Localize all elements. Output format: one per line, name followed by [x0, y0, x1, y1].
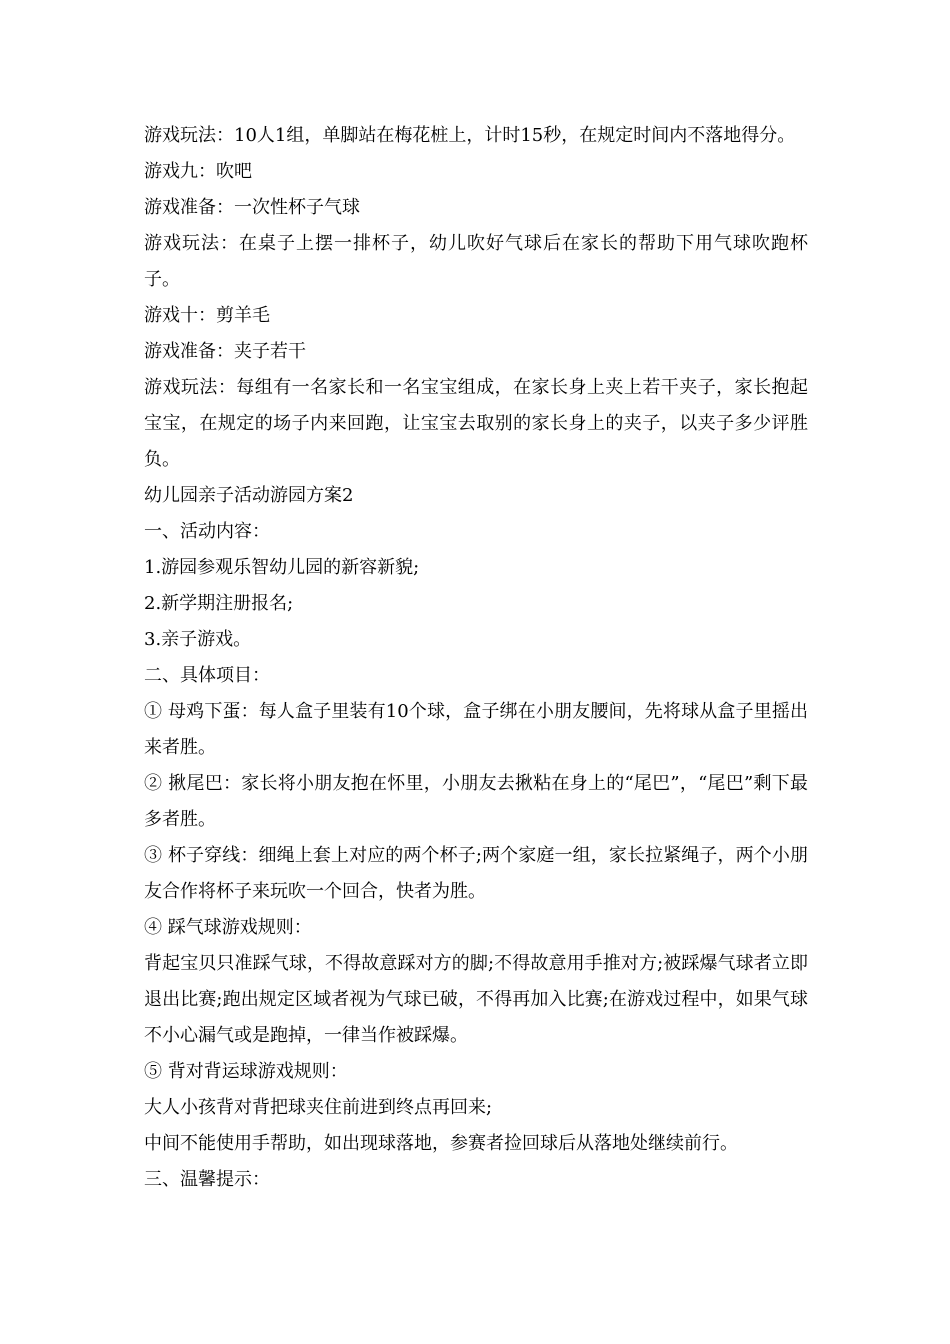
item-hen-lays-eggs: ① 母鸡下蛋：每人盒子里装有10个球，盒子绑在小朋友腰间，先将球从盒子里摇出来者胜。	[144, 701, 808, 758]
item-grab-tail: ② 揪尾巴：家长将小朋友抱在怀里，小朋友去揪粘在身上的“尾巴”，“尾巴”剩下最多者胜。	[144, 773, 808, 830]
paragraph-game10-prep: 游戏准备：夹子若干	[144, 341, 306, 362]
item-back-to-back-heading: ⑤ 背对背运球游戏规则：	[144, 1061, 348, 1082]
list-item-games: 3.亲子游戏。	[144, 629, 252, 650]
section-title-plan2: 幼儿园亲子活动游园方案2	[144, 485, 354, 506]
paragraph-game9-rules: 游戏玩法：在桌子上摆一排杯子，幼儿吹好气球后在家长的帮助下用气球吹跑杯子。	[144, 233, 808, 290]
paragraph-game10-rules: 游戏玩法：每组有一名家长和一名宝宝组成，在家长身上夹上若干夹子，家长抱起宝宝，在规定的场子内来回跑，让宝宝去取别的家长身上的夹子，以夹子多少评胜负。	[144, 377, 808, 470]
heading-activity-content: 一、活动内容：	[144, 521, 270, 542]
paragraph-back-to-back-rule2: 中间不能使用手帮助，如出现球落地，参赛者捡回球后从落地处继续前行。	[144, 1133, 738, 1154]
item-balloon-stomp-heading: ④ 踩气球游戏规则：	[144, 917, 312, 938]
heading-game9: 游戏九：吹吧	[144, 161, 252, 182]
item-cup-threading: ③ 杯子穿线：细绳上套上对应的两个杯子;两个家庭一组，家长拉紧绳子，两个小朋友合作将杯子来玩吹一个回合，快者为胜。	[144, 845, 808, 902]
paragraph-game9-prep: 游戏准备：一次性杯子气球	[144, 197, 360, 218]
heading-specific-items: 二、具体项目：	[144, 665, 270, 686]
paragraph-balloon-stomp-rules: 背起宝贝只准踩气球，不得故意踩对方的脚;不得故意用手推对方;被踩爆气球者立即退出比赛;跑出规定区域者视为气球已破，不得再加入比赛;在游戏过程中，如果气球不小心漏气或是跑掉，一律当作被踩爆。	[144, 953, 808, 1046]
heading-warm-tips: 三、温馨提示：	[144, 1169, 270, 1190]
paragraph-game8-rules: 游戏玩法：10人1组，单脚站在梅花桩上，计时15秒，在规定时间内不落地得分。	[144, 125, 796, 146]
document-body	[144, 118, 808, 1198]
heading-game10: 游戏十：剪羊毛	[144, 305, 270, 326]
list-item-visit: 1.游园参观乐智幼儿园的新容新貌;	[144, 557, 420, 578]
paragraph-back-to-back-rule1: 大人小孩背对背把球夹住前进到终点再回来;	[144, 1097, 493, 1118]
list-item-registration: 2.新学期注册报名;	[144, 593, 294, 614]
